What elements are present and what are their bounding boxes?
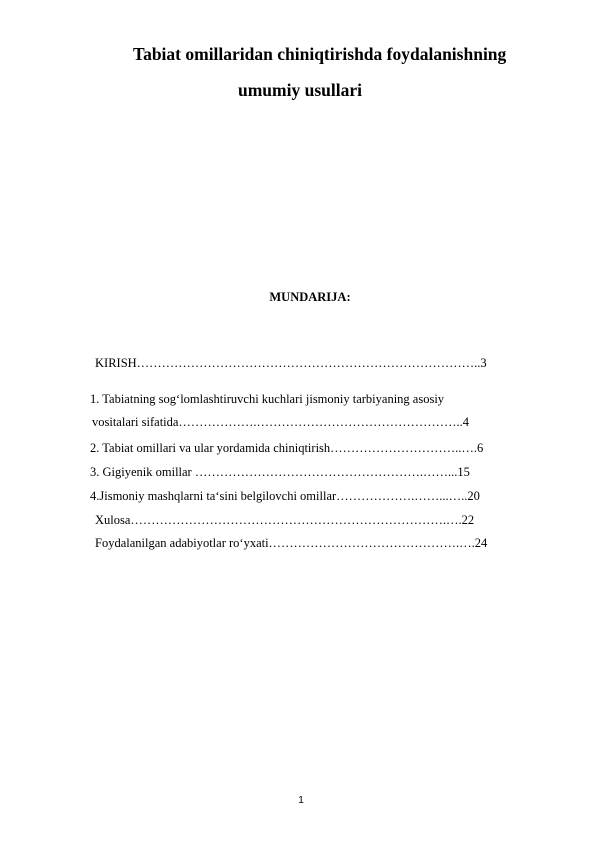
toc-entry-conclusion: Xulosa………………………………………………………………….….22 — [95, 513, 475, 527]
document-title-line-2: umumiy usullari — [238, 80, 362, 100]
toc-entry-4: 4.Jismoniy mashqlarni ta‘sini belgilovchi omillar……………….……...…..20 — [90, 489, 480, 503]
toc-entry-2: 2. Tabiat omillari va ular yordamida chiniqtirish…………………………..….6 — [90, 441, 484, 455]
toc-entry-3: 3. Gigiyenik omillar ……………………………………………….……...15 — [90, 465, 470, 479]
contents-heading: MUNDARIJA: — [269, 290, 351, 304]
document-title-line-1: Tabiat omillaridan chiniqtirishda foydalanishning — [133, 44, 507, 64]
toc-entry-1-line-1: 1. Tabiatning sog‘lomlashtiruvchi kuchlari jismoniy tarbiyaning asosiy — [90, 392, 445, 406]
toc-entry-references: Foydalanilgan adabiyotlar ro‘yxati……………………………………….….24 — [95, 536, 488, 550]
page-number: 1 — [298, 795, 304, 806]
toc-entry-1-line-2: vositalari sifatida……………….…………………………………………..4 — [92, 415, 470, 429]
toc-entry-introduction: KIRISH………………………………………………………………………..3 — [95, 356, 487, 370]
